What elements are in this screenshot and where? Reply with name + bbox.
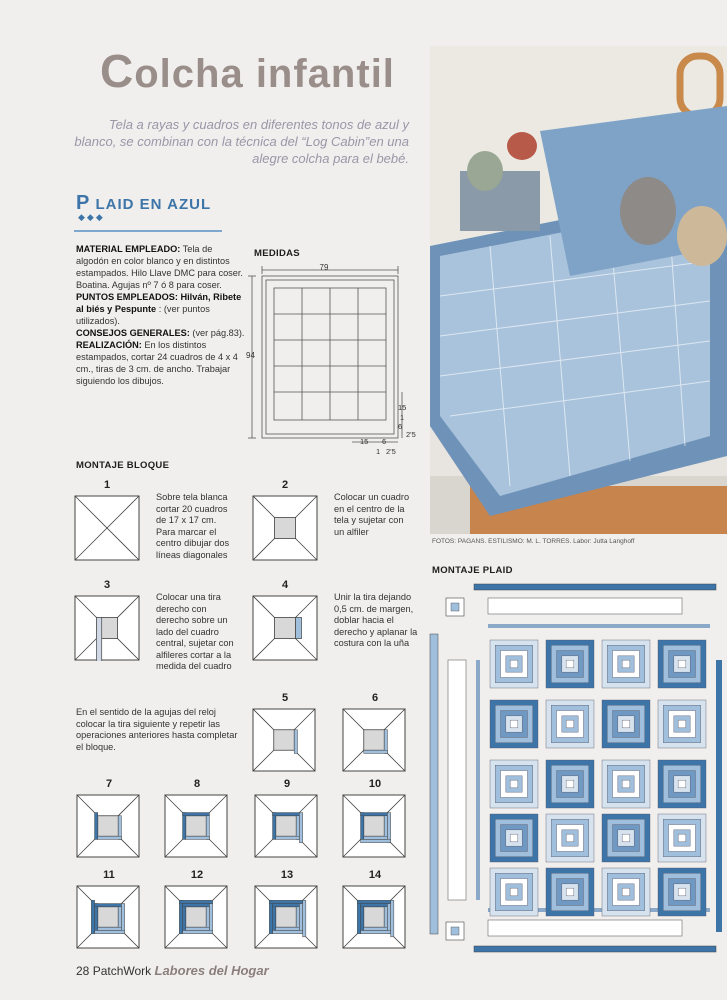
step-number: 2	[281, 479, 289, 491]
medidas-label: MEDIDAS	[254, 248, 300, 259]
svg-text:1: 1	[400, 413, 405, 422]
brand-logo: Labores del Hogar	[154, 963, 269, 978]
height-label: 94	[246, 351, 255, 360]
step-number: 12	[190, 869, 204, 881]
step-number: 3	[103, 579, 111, 591]
svg-text:6: 6	[398, 422, 403, 431]
steps-note: En el sentido de la agujas del reloj colocar la tira siguiente y repetir las operaciones anteriores hasta completar el bloque.	[76, 707, 238, 752]
step-diagram-9	[254, 794, 318, 863]
page-number: 28	[76, 964, 90, 978]
magazine-name: PatchWork	[92, 964, 152, 978]
step-diagram-10	[342, 794, 406, 863]
svg-text:2'5: 2'5	[386, 447, 396, 456]
step-instruction: Sobre tela blanca cortar 20 cuadros de 17 x 17 cm. Para marcar el centro dibujar dos líneas diagonales	[156, 492, 230, 560]
section-heading: P LAID EN AZUL	[76, 192, 212, 214]
step-number: 13	[280, 869, 294, 881]
step-number: 5	[281, 692, 289, 704]
step-diagram-3	[74, 595, 140, 666]
step-diagram-6	[342, 708, 406, 777]
width-label: 79	[319, 263, 329, 272]
step-number: 9	[283, 778, 291, 790]
step-number: 11	[103, 869, 115, 881]
step-instruction: Colocar una tira derecho con derecho sobre un lado del cuadro central, sujetar con alfileres cortar a la medida del cuadro	[156, 592, 234, 671]
quilt-photo	[430, 46, 727, 534]
step-instruction: Colocar un cuadro en el centro de la tela y sujetar con un alfiler	[334, 492, 410, 537]
step-diagram-11	[76, 885, 140, 954]
page-title: Colcha infantil	[100, 45, 395, 97]
montaje-plaid-label: MONTAJE PLAID	[432, 565, 513, 576]
step-diagram-5	[252, 708, 316, 777]
svg-text:15: 15	[398, 403, 407, 412]
step-number: 1	[103, 479, 111, 491]
diamond-ornament: ◆◆◆	[78, 212, 105, 222]
step-instruction: Unir la tira dejando 0,5 cm. de margen, doblar hacia el derecho y aplanar la costura con la uña	[334, 592, 418, 648]
step-number: 14	[368, 869, 382, 881]
step-diagram-2	[252, 495, 318, 566]
step-diagram-7	[76, 794, 140, 863]
materials-text: MATERIAL EMPLEADO: Tela de algodón en color blanco y en distintos estampados. Hilo Llave DMC para coser. Boatina. Agujas nº 7 ó 8 para coser. PUNTOS EMPLEADOS: Hilván, Ribete al biés y Pespunte : (ver puntos utilizados). CONSEJOS GENERALES: (ver pág.83). REALIZACIÓN: En los distintos estampados, cortar 24 cuadros de 4 x 4 cm., tiras de 3 cm. de ancho. Trabajar siguiendo los dibujos.	[76, 244, 245, 386]
step-diagram-1	[74, 495, 140, 566]
svg-text:6: 6	[382, 437, 387, 446]
step-number: 4	[281, 579, 289, 591]
step-diagram-14	[342, 885, 406, 954]
step-diagram-12	[164, 885, 228, 954]
step-number: 7	[105, 778, 113, 790]
plaid-assembly-diagram	[426, 578, 727, 960]
montaje-bloque-label: MONTAJE BLOQUE	[76, 460, 170, 471]
measurements-diagram	[244, 262, 424, 462]
step-diagram-4	[252, 595, 318, 666]
photo-caption: FOTOS: PAGANS. ESTILISMO: M. L. TORRES. Labor: Jutta Langhoff	[432, 538, 635, 545]
svg-text:2'5: 2'5	[406, 430, 416, 439]
svg-text:15: 15	[360, 437, 369, 446]
page-footer	[76, 963, 269, 978]
step-number: 8	[193, 778, 201, 790]
step-diagram-13	[254, 885, 318, 954]
heading-divider	[74, 230, 222, 232]
intro-text: Tela a rayas y cuadros en diferentes tonos de azul y blanco, se combinan con la técnica del “Log Cabin”en una alegre colcha para el bebé.	[74, 117, 409, 166]
step-diagram-8	[164, 794, 228, 863]
step-number: 10	[368, 778, 382, 790]
step-number: 6	[371, 692, 379, 704]
svg-text:1: 1	[376, 447, 381, 456]
